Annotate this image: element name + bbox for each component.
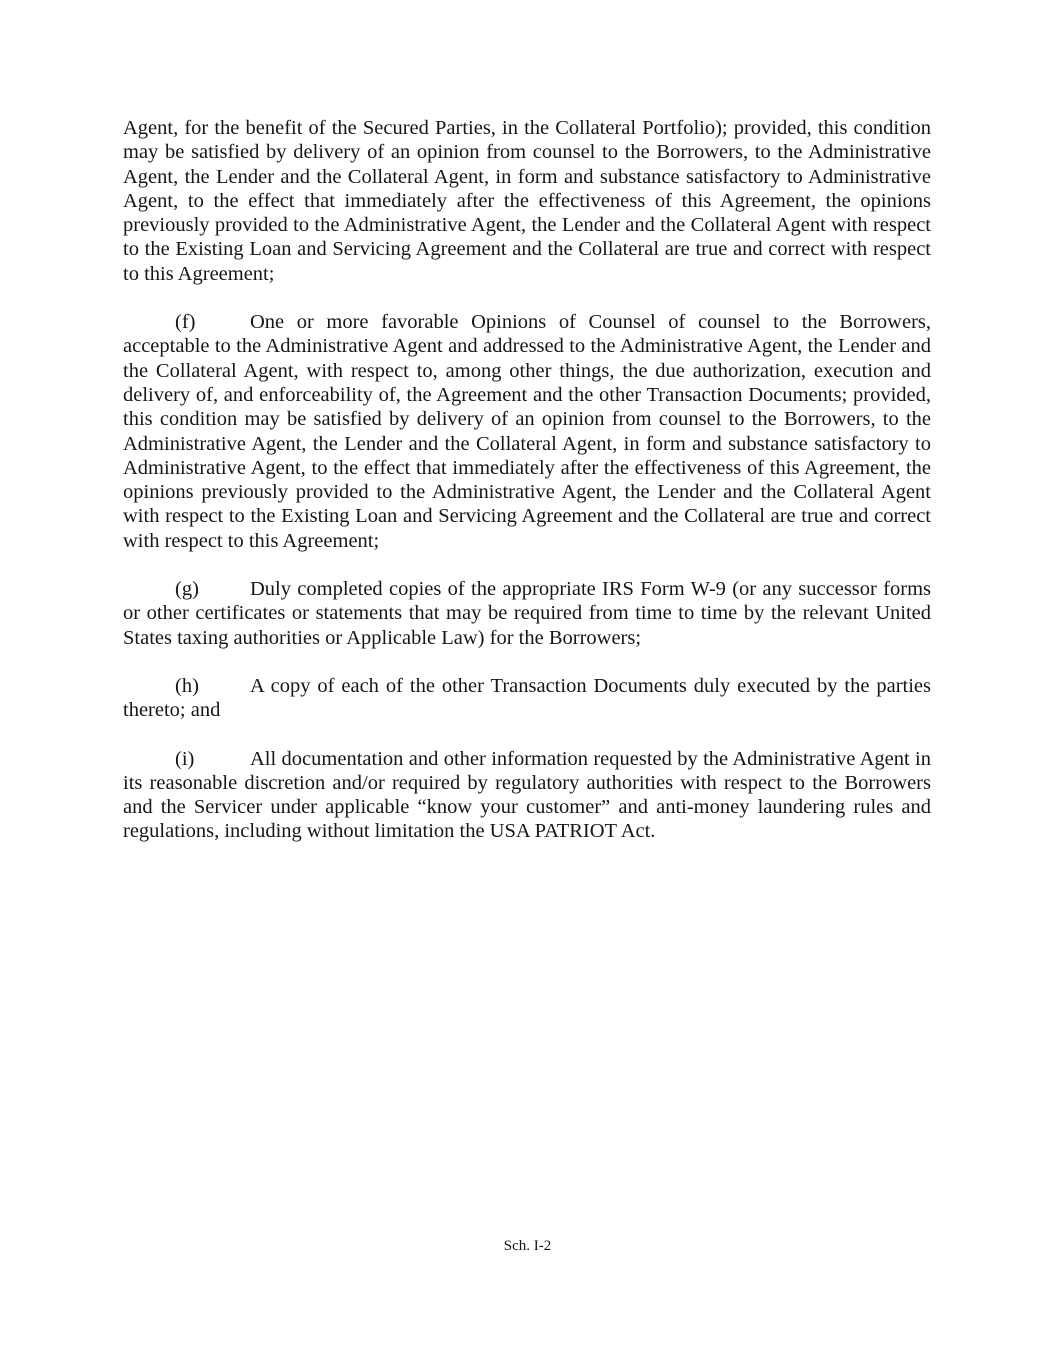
paragraph-continuation: Agent, for the benefit of the Secured Parties, in the Collateral Portfolio); provided, this condition may be satisfied by delivery of an opinion from counsel to the Borrowers, to the Administrative Agent, the Lender and the Collateral Agent, in form and substance satisfactory to Administrative Agent, to the effect that immediately after the effectiveness of this Agreement, the opinions previously provided to the Administrative Agent, the Lender and the Collateral Agent with respect to the Existing Loan and Servicing Agreement and the Collateral are true and correct with respect to this Agreement;	[123, 117, 931, 285]
paragraph-i-text: All documentation and other information requested by the Administrative Agent in its reasonable discretion and/or required by regulatory authorities with respect to the Borrowers and the Servicer under applicable “know your customer” and anti-money laundering rules and regulations, including without limitation the USA PATRIOT Act.	[123, 747, 931, 843]
page-number: Sch. I-2	[503, 1238, 552, 1254]
paragraph-f	[123, 310, 931, 553]
paragraph-g	[123, 577, 931, 650]
paragraph-i	[123, 747, 931, 844]
paragraph-h	[123, 674, 931, 723]
paragraph-g-label: (g)	[175, 578, 199, 601]
paragraph-f-text: One or more favorable Opinions of Counsel of counsel to the Borrowers, acceptable to the Administrative Agent and addressed to the Administrative Agent, the Lender and the Collateral Agent, with respect to, among other things, the due authorization, execution and delivery of, and enforceability of, the Agreement and the other Transaction Documents; provided, this condition may be satisfied by delivery of an opinion from counsel to the Borrowers, to the Administrative Agent, the Lender and the Collateral Agent, in form and substance satisfactory to Administrative Agent, to the effect that immediately after the effectiveness of this Agreement, the opinions previously provided to the Administrative Agent, the Lender and the Collateral Agent with respect to the Existing Loan and Servicing Agreement and the Collateral are true and correct with respect to this Agreement;	[123, 311, 931, 552]
paragraph-h-label: (h)	[175, 674, 199, 697]
paragraph-g-text: Duly completed copies of the appropriate IRS Form W-9 (or any successor forms or other certificates or statements that may be required from time to time by the relevant United States taxing authorities or Applicable Law) for the Borrowers;	[123, 578, 931, 649]
paragraph-f-label: (f)	[175, 311, 196, 334]
document-body	[123, 116, 931, 868]
paragraph-h-text: A copy of each of the other Transaction Documents duly executed by the parties thereto; and	[123, 674, 931, 722]
paragraph-i-label: (i)	[175, 747, 195, 770]
